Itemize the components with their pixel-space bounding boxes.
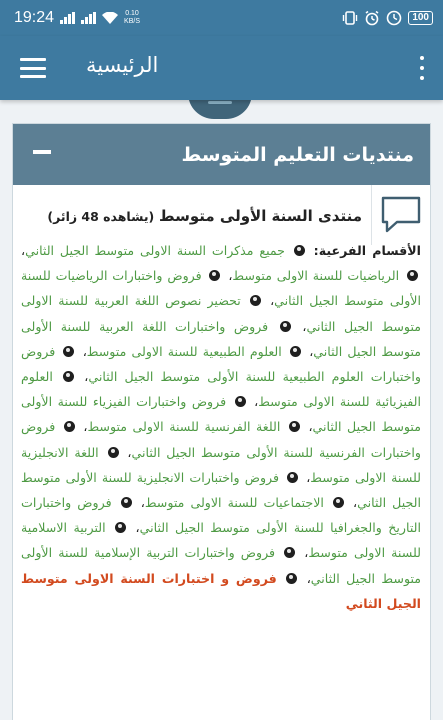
subforum-separator: ، xyxy=(309,343,314,359)
subforum-separator: ، xyxy=(308,419,313,435)
subforum-link[interactable]: العلوم الطبيعية للسنة الاولى متوسط xyxy=(86,343,282,359)
subforum-separator: ، xyxy=(21,243,26,258)
subforum-link[interactable]: فروض واختبارات العلوم الطبيعية للسنة الأولى متوسط الجيل الثاني xyxy=(21,343,421,385)
subforum-link[interactable]: تحضير نصوص اللغة العربية للسنة الاولى متوسط الجيل الثاني xyxy=(21,293,421,334)
subforum-separator: ، xyxy=(353,495,358,511)
subforum-bullet-icon xyxy=(407,270,418,281)
forum-title-row xyxy=(23,207,362,225)
subforum-separator: ، xyxy=(304,545,309,561)
subforum-bullet-icon xyxy=(286,573,297,584)
forum-section-card xyxy=(12,123,431,720)
subforum-separator: ، xyxy=(135,520,140,536)
collapse-icon[interactable] xyxy=(33,150,51,154)
subforum-bullet-icon xyxy=(280,321,291,332)
forum-title-link[interactable]: منتدى السنة الأولى متوسط xyxy=(159,207,362,225)
subforum-link[interactable]: اللغة الفرنسية للسنة الاولى متوسط xyxy=(87,419,281,435)
subforums-list xyxy=(21,238,421,616)
subforum-bullet-icon xyxy=(63,371,74,382)
subforum-link[interactable]: فروض واختبارات الفيزياء للسنة الأولى متوسط الجيل الثاني xyxy=(21,394,421,435)
status-left xyxy=(14,9,140,27)
subforum-separator: ، xyxy=(83,419,88,435)
clock-icon xyxy=(386,10,402,26)
subforum-bullet-icon xyxy=(63,346,74,357)
app-bar xyxy=(0,36,443,100)
section-title: منتديات التعليم المتوسط xyxy=(181,143,414,166)
subforum-separator: ، xyxy=(228,268,233,284)
signal-icon xyxy=(60,12,75,24)
app-title: الرئيسية xyxy=(86,53,159,77)
subforum-bullet-icon xyxy=(209,270,220,281)
menu-button[interactable] xyxy=(20,58,46,78)
section-header[interactable] xyxy=(13,124,430,185)
subforum-link[interactable]: فروض واختبارات التاريخ والجغرافيا للسنة الأولى متوسط الجيل الثاني xyxy=(21,495,421,536)
status-time: 19:24 xyxy=(14,9,55,26)
subforum-link[interactable]: فروض واختبارات الانجليزية للسنة الأولى متوسط الجيل الثاني xyxy=(21,469,421,511)
subforums-label: الأقسام الفرعية: xyxy=(313,243,421,258)
subforum-separator: ، xyxy=(82,343,87,359)
subforum-link[interactable]: جميع مذكرات السنة الاولى متوسط الجيل الثاني xyxy=(25,243,285,258)
subforum-bullet-icon xyxy=(250,295,261,306)
subforum-bullet-icon xyxy=(289,421,300,432)
subforum-separator: ، xyxy=(270,293,275,309)
subforum-link[interactable]: فروض و اختبارات السنة الاولى متوسط الجيل الثاني xyxy=(21,570,421,611)
subforum-separator: ، xyxy=(302,318,307,334)
network-speed-unit: KB/S xyxy=(124,18,140,25)
subforum-separator: ، xyxy=(306,469,311,485)
subforum-bullet-icon xyxy=(333,497,344,508)
subforum-bullet-icon xyxy=(235,396,246,407)
forum-icon-cell xyxy=(371,185,430,245)
alarm-icon xyxy=(364,10,380,26)
subforum-link[interactable]: الرياضيات للسنة الاولى متوسط xyxy=(232,268,400,284)
overflow-menu-button[interactable] xyxy=(417,56,427,80)
subforum-separator: ، xyxy=(140,495,145,511)
subforum-link[interactable]: فروض واختبارات الفرنسية للسنة الأولى متوسط الجيل الثاني xyxy=(21,419,422,460)
subforum-bullet-icon xyxy=(121,497,132,508)
subforum-separator: ، xyxy=(127,444,132,460)
subforum-link[interactable]: فروض واختبارات التربية الإسلامية للسنة الأولى متوسط الجيل الثاني xyxy=(21,545,421,586)
status-right xyxy=(342,10,433,26)
subforum-separator: ، xyxy=(306,570,311,586)
subforum-bullet-icon xyxy=(284,547,295,558)
forum-viewers: (يشاهده 48 زائر) xyxy=(47,209,155,224)
subforum-bullet-icon xyxy=(287,472,298,483)
subforum-bullet-icon xyxy=(108,447,119,458)
subforum-link[interactable]: التربية الاسلامية للسنة الاولى متوسط xyxy=(21,520,421,561)
subforum-link[interactable]: الاجتماعيات للسنة الاولى متوسط xyxy=(144,495,324,511)
network-speed xyxy=(124,10,140,26)
battery-icon: 100 xyxy=(408,11,433,25)
status-bar xyxy=(0,0,443,36)
vibrate-icon xyxy=(342,10,358,26)
subforum-separator: ، xyxy=(84,369,89,385)
network-speed-value: 0.10 xyxy=(125,10,139,17)
subforum-link[interactable]: فروض واختبارات اللغة العربية للسنة الأولى متوسط الجيل الثاني xyxy=(21,318,421,359)
subforum-separator: ، xyxy=(254,394,259,410)
subforum-link[interactable]: اللغة الانجليزية للسنة الاولى متوسط xyxy=(21,444,421,485)
subforum-bullet-icon xyxy=(290,346,301,357)
wifi-icon xyxy=(102,12,118,24)
signal-icon-2 xyxy=(81,12,96,24)
subforum-bullet-icon xyxy=(115,522,126,533)
subforum-link[interactable]: فروض واختبارات الرياضيات للسنة الأولى متوسط الجيل الثاني xyxy=(21,268,421,309)
speech-bubble-icon xyxy=(381,196,421,234)
subforum-bullet-icon xyxy=(294,245,305,256)
subforum-bullet-icon xyxy=(64,421,75,432)
subforum-link[interactable]: العلوم الفيزيائية للسنة الاولى متوسط xyxy=(21,369,421,410)
